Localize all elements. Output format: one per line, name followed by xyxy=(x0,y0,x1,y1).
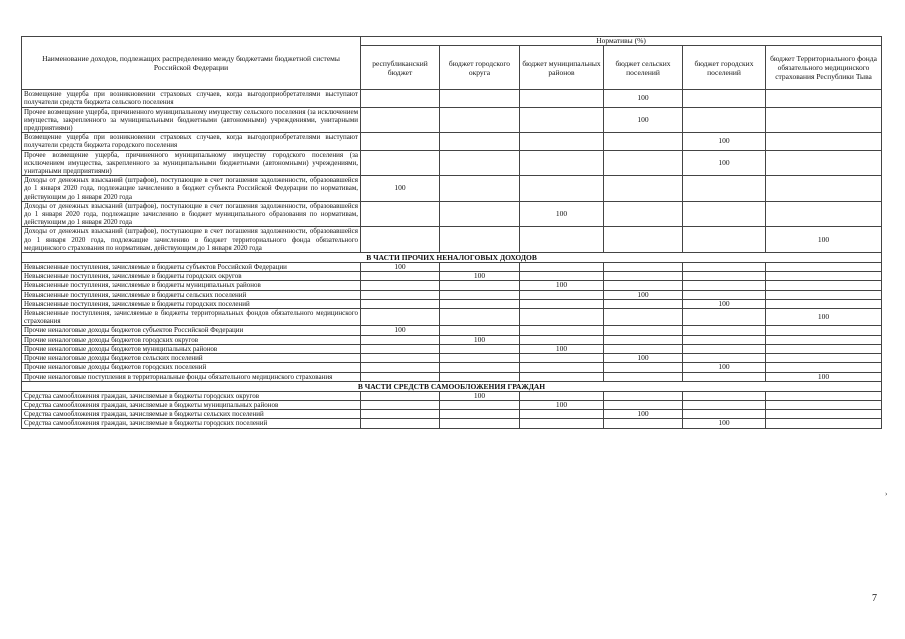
normative-value-cell xyxy=(683,281,766,290)
normative-value-cell xyxy=(683,400,766,409)
normative-value-cell xyxy=(604,272,683,281)
table-body xyxy=(22,90,882,428)
normative-value-cell xyxy=(604,363,683,372)
normative-value-cell xyxy=(766,150,882,176)
normative-value-cell xyxy=(361,272,440,281)
table-row xyxy=(22,176,882,202)
table-row xyxy=(22,133,882,150)
normative-value-cell xyxy=(766,344,882,353)
normative-value-cell: 100 xyxy=(766,309,882,326)
normative-value-cell: 100 xyxy=(361,326,440,335)
normative-value-cell xyxy=(361,133,440,150)
table-row xyxy=(22,150,882,176)
normative-value-cell xyxy=(683,326,766,335)
normative-value-cell: 100 xyxy=(440,391,520,400)
normative-value-cell: 100 xyxy=(604,290,683,299)
income-name-cell: Невыясненные поступления, зачисляемые в бюджеты городских округов xyxy=(22,272,361,281)
normative-value-cell: 100 xyxy=(520,201,604,227)
normative-value-cell xyxy=(604,133,683,150)
table-row xyxy=(22,391,882,400)
normative-value-cell xyxy=(604,176,683,202)
table-row xyxy=(22,419,882,428)
normative-value-cell xyxy=(766,400,882,409)
normative-value-cell xyxy=(520,290,604,299)
normative-value-cell xyxy=(361,335,440,344)
normative-value-cell xyxy=(440,326,520,335)
normative-value-cell xyxy=(520,335,604,344)
normative-value-cell xyxy=(440,410,520,419)
normative-value-cell xyxy=(361,363,440,372)
income-name-cell: Невыясненные поступления, зачисляемые в бюджеты территориальных фондов обязательного медицинского страхования xyxy=(22,309,361,326)
normative-value-cell xyxy=(440,419,520,428)
normative-value-cell xyxy=(766,272,882,281)
normative-value-cell xyxy=(766,290,882,299)
normative-value-cell: 100 xyxy=(683,150,766,176)
income-name-cell: Доходы от денежных взысканий (штрафов), поступающие в счет погашения задолженности, образовавшейся до 1 января 2020 года, подлежащие зачислению в бюджет территориального фонда обязательного медицинского страхования по нормативам, действующим до 1 января 2020 года xyxy=(22,227,361,253)
normative-value-cell xyxy=(440,227,520,253)
normative-value-cell xyxy=(520,363,604,372)
normative-value-cell xyxy=(361,391,440,400)
normative-value-cell xyxy=(604,335,683,344)
normative-value-cell xyxy=(361,354,440,363)
normative-value-cell xyxy=(520,410,604,419)
income-name-cell: Средства самообложения граждан, зачисляемые в бюджеты городских поселений xyxy=(22,419,361,428)
income-name-cell: Доходы от денежных взысканий (штрафов), поступающие в счет погашения задолженности, образовавшейся до 1 января 2020 года, подлежащие зачислению в бюджет субъекта Российской Федерации по нормативам, действующим до 1 января 2020 года xyxy=(22,176,361,202)
normative-value-cell: 100 xyxy=(604,90,683,107)
normative-value-cell xyxy=(604,400,683,409)
normative-value-cell xyxy=(361,90,440,107)
normative-value-cell: 100 xyxy=(683,363,766,372)
normative-value-cell xyxy=(604,150,683,176)
normative-value-cell xyxy=(361,372,440,381)
table-row xyxy=(22,107,882,133)
normative-value-cell xyxy=(361,150,440,176)
normative-value-cell xyxy=(604,263,683,272)
normative-value-cell xyxy=(683,263,766,272)
normative-value-cell: 100 xyxy=(361,176,440,202)
normative-value-cell xyxy=(440,344,520,353)
income-name-cell: Доходы от денежных взысканий (штрафов), поступающие в счет погашения задолженности, образовавшейся до 1 января 2020 года, подлежащие зачислению в бюджет муниципального образования по нормативам, действующим до 1 января 2020 года xyxy=(22,201,361,227)
normative-value-cell xyxy=(361,290,440,299)
income-name-cell: Прочее возмещение ущерба, причиненного муниципальному имуществу городского поселения (за исключением имущества, закрепленного за муниципальными бюджетными (автономными) учреждениями, унитарными предприятиями) xyxy=(22,150,361,176)
income-name-cell: Прочие неналоговые доходы бюджетов муниципальных районов xyxy=(22,344,361,353)
normative-value-cell: 100 xyxy=(604,107,683,133)
normative-value-cell: 100 xyxy=(520,400,604,409)
normative-value-cell xyxy=(361,107,440,133)
income-name-cell: Прочие неналоговые доходы бюджетов сельских поселений xyxy=(22,354,361,363)
income-name-cell: Возмещение ущерба при возникновении страховых случаев, когда выгодоприобретателями выступают получатели средств бюджета городского поселения xyxy=(22,133,361,150)
normative-value-cell xyxy=(520,391,604,400)
normative-value-cell xyxy=(361,201,440,227)
table-row xyxy=(22,272,882,281)
normative-value-cell xyxy=(604,372,683,381)
normative-value-cell: 100 xyxy=(604,354,683,363)
normative-value-cell xyxy=(766,363,882,372)
normative-value-cell xyxy=(440,281,520,290)
income-name-cell: Прочие неналоговые доходы бюджетов городских округов xyxy=(22,335,361,344)
header-col-municipal-districts: бюджет муниципальных районов xyxy=(520,46,604,90)
normative-value-cell xyxy=(520,419,604,428)
normative-value-cell xyxy=(766,335,882,344)
normative-value-cell xyxy=(766,410,882,419)
normative-value-cell xyxy=(683,354,766,363)
normative-value-cell xyxy=(520,309,604,326)
header-normatives-group: Нормативы (%) xyxy=(361,37,882,46)
normative-value-cell xyxy=(520,263,604,272)
normative-value-cell xyxy=(440,363,520,372)
normative-value-cell xyxy=(683,107,766,133)
table-row xyxy=(22,90,882,107)
normative-value-cell: 100 xyxy=(440,335,520,344)
normative-value-cell xyxy=(766,354,882,363)
normative-value-cell xyxy=(766,263,882,272)
table-row xyxy=(22,335,882,344)
normative-value-cell xyxy=(520,299,604,308)
income-name-cell: Прочие неналоговые поступления в территориальные фонды обязательного медицинского страхования xyxy=(22,372,361,381)
table-row xyxy=(22,372,882,381)
normative-value-cell: 100 xyxy=(766,372,882,381)
normative-value-cell xyxy=(683,335,766,344)
normatives-table xyxy=(21,36,882,429)
normative-value-cell xyxy=(361,419,440,428)
page-number: 7 xyxy=(872,593,877,604)
normative-value-cell xyxy=(361,281,440,290)
normative-value-cell xyxy=(440,133,520,150)
table-header xyxy=(22,37,882,90)
normative-value-cell xyxy=(520,133,604,150)
normative-value-cell: 100 xyxy=(604,410,683,419)
normative-value-cell xyxy=(361,410,440,419)
table-row xyxy=(22,410,882,419)
normative-value-cell xyxy=(766,419,882,428)
normative-value-cell xyxy=(766,201,882,227)
header-name-column: Наименование доходов, подлежащих распределению между бюджетами бюджетной системы Российской Федерации xyxy=(22,37,361,90)
normative-value-cell xyxy=(440,90,520,107)
income-name-cell: Прочее возмещение ущерба, причиненного муниципальному имуществу сельского поселения (за исключением имущества, закрепленного за муниципальными бюджетными (автономными) учреждениями, унитарными предприятиями) xyxy=(22,107,361,133)
header-col-republican: республиканский бюджет xyxy=(361,46,440,90)
normative-value-cell xyxy=(766,90,882,107)
section-title: В ЧАСТИ СРЕДСТВ САМООБЛОЖЕНИЯ ГРАЖДАН xyxy=(22,381,882,391)
normative-value-cell xyxy=(440,372,520,381)
normative-value-cell xyxy=(604,299,683,308)
income-name-cell: Невыясненные поступления, зачисляемые в бюджеты субъектов Российской Федерации xyxy=(22,263,361,272)
normative-value-cell xyxy=(604,344,683,353)
normative-value-cell xyxy=(440,176,520,202)
table-row xyxy=(22,201,882,227)
normative-value-cell xyxy=(683,90,766,107)
normative-value-cell xyxy=(766,391,882,400)
income-name-cell: Возмещение ущерба при возникновении страховых случаев, когда выгодоприобретателями выступают получатели средств бюджета сельского поселения xyxy=(22,90,361,107)
table-row xyxy=(22,354,882,363)
normative-value-cell xyxy=(766,133,882,150)
income-name-cell: Невыясненные поступления, зачисляемые в бюджеты муниципальных районов xyxy=(22,281,361,290)
normative-value-cell: 100 xyxy=(683,133,766,150)
normative-value-cell xyxy=(683,344,766,353)
normative-value-cell xyxy=(440,107,520,133)
normative-value-cell xyxy=(604,227,683,253)
section-title: В ЧАСТИ ПРОЧИХ НЕНАЛОГОВЫХ ДОХОДОВ xyxy=(22,253,882,263)
income-name-cell: Средства самообложения граждан, зачисляемые в бюджеты городских округов xyxy=(22,391,361,400)
normative-value-cell: 100 xyxy=(683,419,766,428)
normative-value-cell xyxy=(520,107,604,133)
normative-value-cell xyxy=(766,176,882,202)
edge-mark: › xyxy=(885,490,888,498)
normative-value-cell: 100 xyxy=(766,227,882,253)
normative-value-cell xyxy=(604,391,683,400)
income-name-cell: Средства самообложения граждан, зачисляемые в бюджеты муниципальных районов xyxy=(22,400,361,409)
normative-value-cell xyxy=(520,90,604,107)
normative-value-cell xyxy=(440,354,520,363)
normative-value-cell: 100 xyxy=(520,344,604,353)
header-col-city-district: бюджет городского округа xyxy=(440,46,520,90)
normative-value-cell xyxy=(683,410,766,419)
normative-value-cell xyxy=(766,281,882,290)
normative-value-cell xyxy=(683,201,766,227)
normative-value-cell xyxy=(683,309,766,326)
normative-value-cell: 100 xyxy=(683,299,766,308)
normative-value-cell xyxy=(604,326,683,335)
table-row xyxy=(22,299,882,308)
normative-value-cell: 100 xyxy=(361,263,440,272)
normative-value-cell xyxy=(683,290,766,299)
normative-value-cell xyxy=(683,272,766,281)
normative-value-cell xyxy=(361,309,440,326)
income-name-cell: Прочие неналоговые доходы бюджетов городских поселений xyxy=(22,363,361,372)
normative-value-cell xyxy=(440,263,520,272)
normative-value-cell xyxy=(766,107,882,133)
normative-value-cell xyxy=(520,176,604,202)
normative-value-cell xyxy=(683,391,766,400)
normative-value-cell xyxy=(361,344,440,353)
normative-value-cell xyxy=(520,227,604,253)
header-col-oms-fund: бюджет Территориального фонда обязательного медицинского страхования Республики Тыва xyxy=(766,46,882,90)
section-header-row xyxy=(22,381,882,391)
table-row xyxy=(22,309,882,326)
normative-value-cell xyxy=(361,299,440,308)
normative-value-cell xyxy=(766,299,882,308)
income-name-cell: Прочие неналоговые доходы бюджетов субъектов Российской Федерации xyxy=(22,326,361,335)
normative-value-cell: 100 xyxy=(520,281,604,290)
table-row xyxy=(22,326,882,335)
normative-value-cell xyxy=(604,281,683,290)
normative-value-cell xyxy=(520,326,604,335)
normative-value-cell xyxy=(604,309,683,326)
header-col-urban-settlements: бюджет городских поселений xyxy=(683,46,766,90)
table-row xyxy=(22,400,882,409)
normative-value-cell xyxy=(604,419,683,428)
table-row xyxy=(22,281,882,290)
normative-value-cell xyxy=(520,150,604,176)
normative-value-cell xyxy=(683,372,766,381)
normative-value-cell xyxy=(361,400,440,409)
table-row xyxy=(22,263,882,272)
income-name-cell: Невыясненные поступления, зачисляемые в бюджеты городских поселений xyxy=(22,299,361,308)
table-row xyxy=(22,227,882,253)
normative-value-cell xyxy=(520,354,604,363)
normative-value-cell xyxy=(440,150,520,176)
section-header-row xyxy=(22,253,882,263)
normative-value-cell xyxy=(440,299,520,308)
table-row xyxy=(22,290,882,299)
normative-value-cell: 100 xyxy=(440,272,520,281)
header-col-rural-settlements: бюджет сельских поселений xyxy=(604,46,683,90)
table-row xyxy=(22,363,882,372)
normative-value-cell xyxy=(440,201,520,227)
normative-value-cell xyxy=(683,227,766,253)
normative-value-cell xyxy=(361,227,440,253)
normative-value-cell xyxy=(766,326,882,335)
normative-value-cell xyxy=(440,309,520,326)
normative-value-cell xyxy=(440,400,520,409)
income-name-cell: Средства самообложения граждан, зачисляемые в бюджеты сельских поселений xyxy=(22,410,361,419)
table-row xyxy=(22,344,882,353)
income-name-cell: Невыясненные поступления, зачисляемые в бюджеты сельских поселений xyxy=(22,290,361,299)
normative-value-cell xyxy=(440,290,520,299)
normative-value-cell xyxy=(683,176,766,202)
normative-value-cell xyxy=(604,201,683,227)
normative-value-cell xyxy=(520,272,604,281)
normative-value-cell xyxy=(520,372,604,381)
